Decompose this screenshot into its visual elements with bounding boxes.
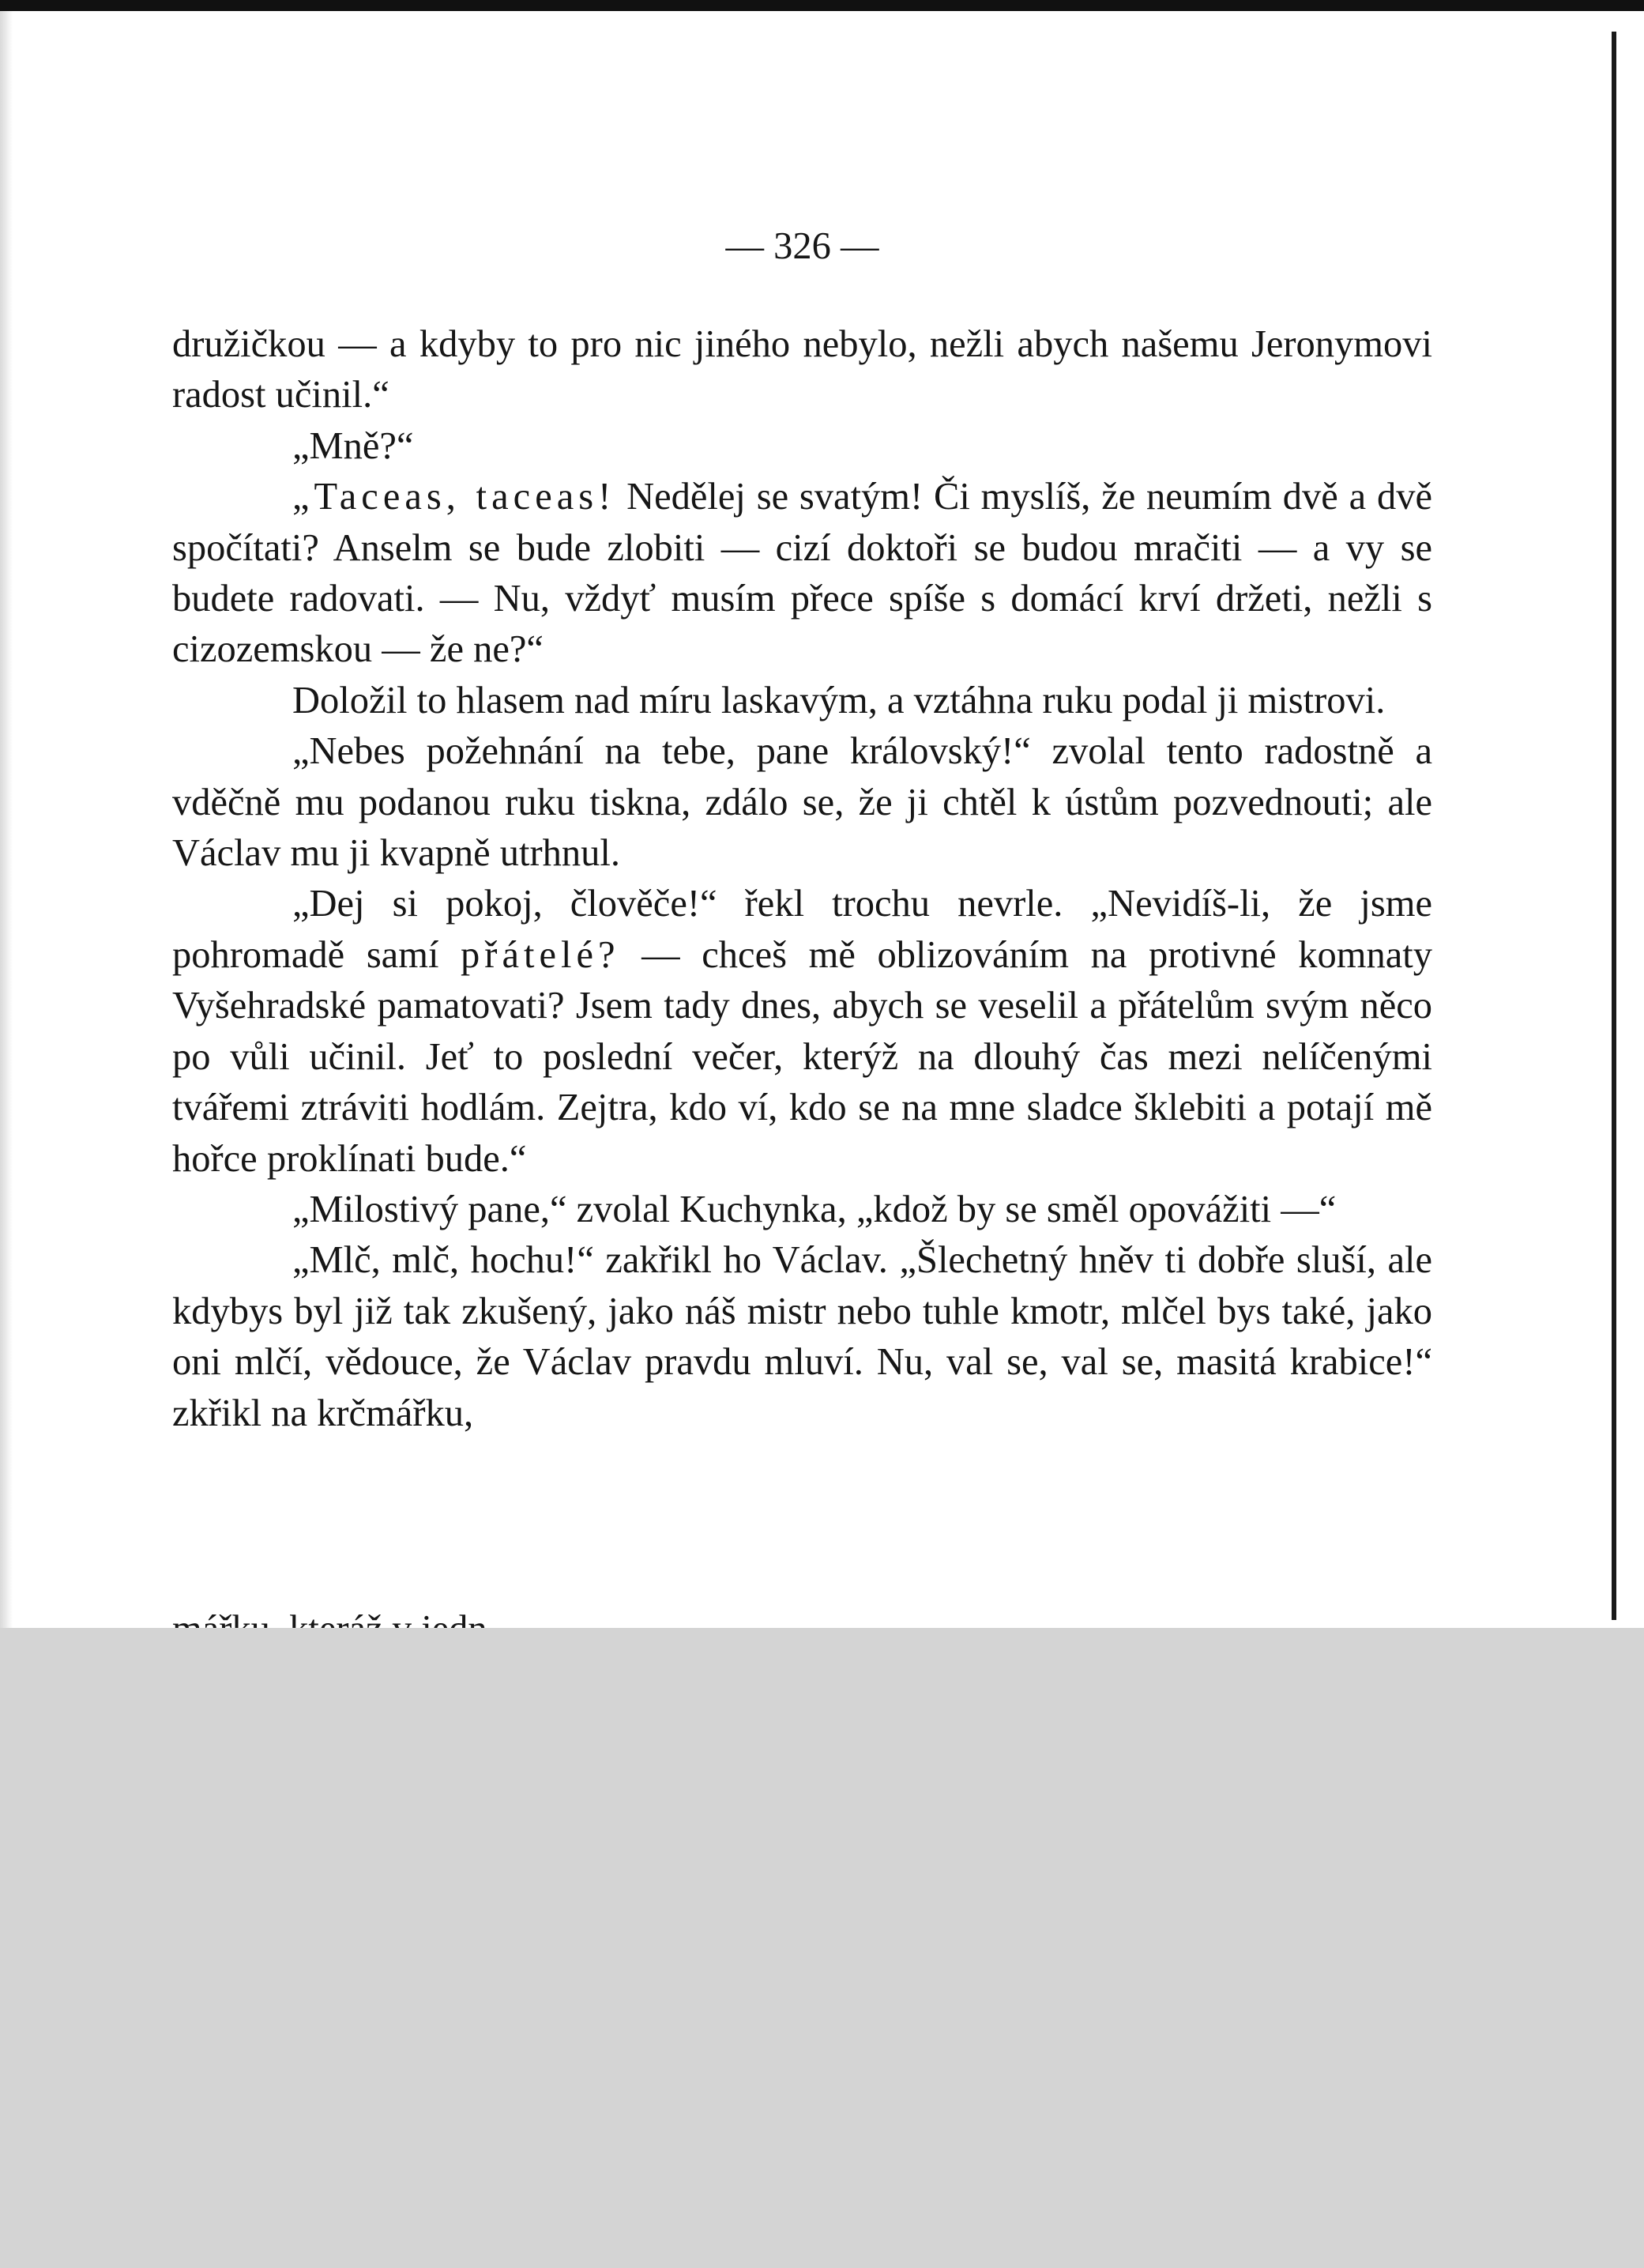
- paragraph-3: [172, 472, 1432, 676]
- scan-left-shadow: [0, 8, 13, 1628]
- scan-right-binding-edge: [1612, 32, 1616, 1620]
- paragraph-4: Doložil to hlasem nad míru laskavým, a vztáhna ruku podal ji mistrovi.: [292, 679, 1386, 721]
- book-page: [172, 221, 1432, 1439]
- paragraph-2: „Mně?“: [292, 424, 414, 467]
- scan-gray-area: [0, 1628, 1644, 2268]
- paragraph-7: „Milostivý pane,“ zvolal Kuchynka, „kdož by se směl opovážiti —“: [292, 1188, 1337, 1230]
- paragraph-8: „Mlč, mlč, hochu!“ zakřikl ho Václav. „Šlechetný hněv ti dobře sluší, ale kdybys byl již tak zkušený, jako náš mistr nebo tuhle kmotr, mlčel bys také, jako oni mlčí, vědouce, že Václav pravdu mluví. Nu, val se, val se, masitá krabice!“ zkřikl na krčmářku,: [172, 1239, 1432, 1434]
- spaced-word: přátelé?: [461, 933, 620, 976]
- paragraph-1: družičkou — a kdyby to pro nic jiného nebylo, nežli abych našemu Jeronymovi radost učinil.“: [172, 323, 1432, 416]
- scan-top-border: [0, 0, 1644, 11]
- paragraph-5: „Nebes požehnání na tebe, pane královský!“ zvolal tento radostně a vděčně mu podanou ruku tiskna, zdálo se, že ji chtěl k ústům pozvednouti; ale Václav mu ji kvapně utrhnul.: [172, 730, 1432, 875]
- paragraph-3-text: Nedělej se svatým! Či myslíš, že neumím dvě a dvě spočítati? Anselm se bude zlobiti — cizí doktoři se budou mračiti — a vy se budete radovati. — Nu, vždyť musím přece spíše s domácí krví držeti, nežli s cizozemskou — že ne?“: [172, 476, 1432, 671]
- paragraph-6-text-after: — chceš mě oblizováním na protivné komnaty Vyšehradské pamatovati? Jsem tady dnes, abych se veselil a přátelům svým něco po vůli učinil. Jeť to poslední večer, kterýž na dlouhý čas mezi nelíčenými tvářemi ztráviti hodlám. Zejtra, kdo ví, kdo se na mne sladce šklebiti a potají mě hořce proklínati bude.“: [172, 933, 1432, 1180]
- spaced-exclamation: „Taceas, taceas!: [292, 476, 616, 518]
- page-number: [172, 221, 1432, 272]
- cut-off-line: [172, 1604, 1432, 1628]
- paragraph-6-text-before: „Dej si pokoj, člověče!“ řekl trochu nevrle. „Nevidíš-li, že jsme pohromadě samí: [172, 883, 1432, 976]
- page-number-text: — 326 —: [725, 225, 879, 267]
- paragraph-6: [172, 879, 1432, 1184]
